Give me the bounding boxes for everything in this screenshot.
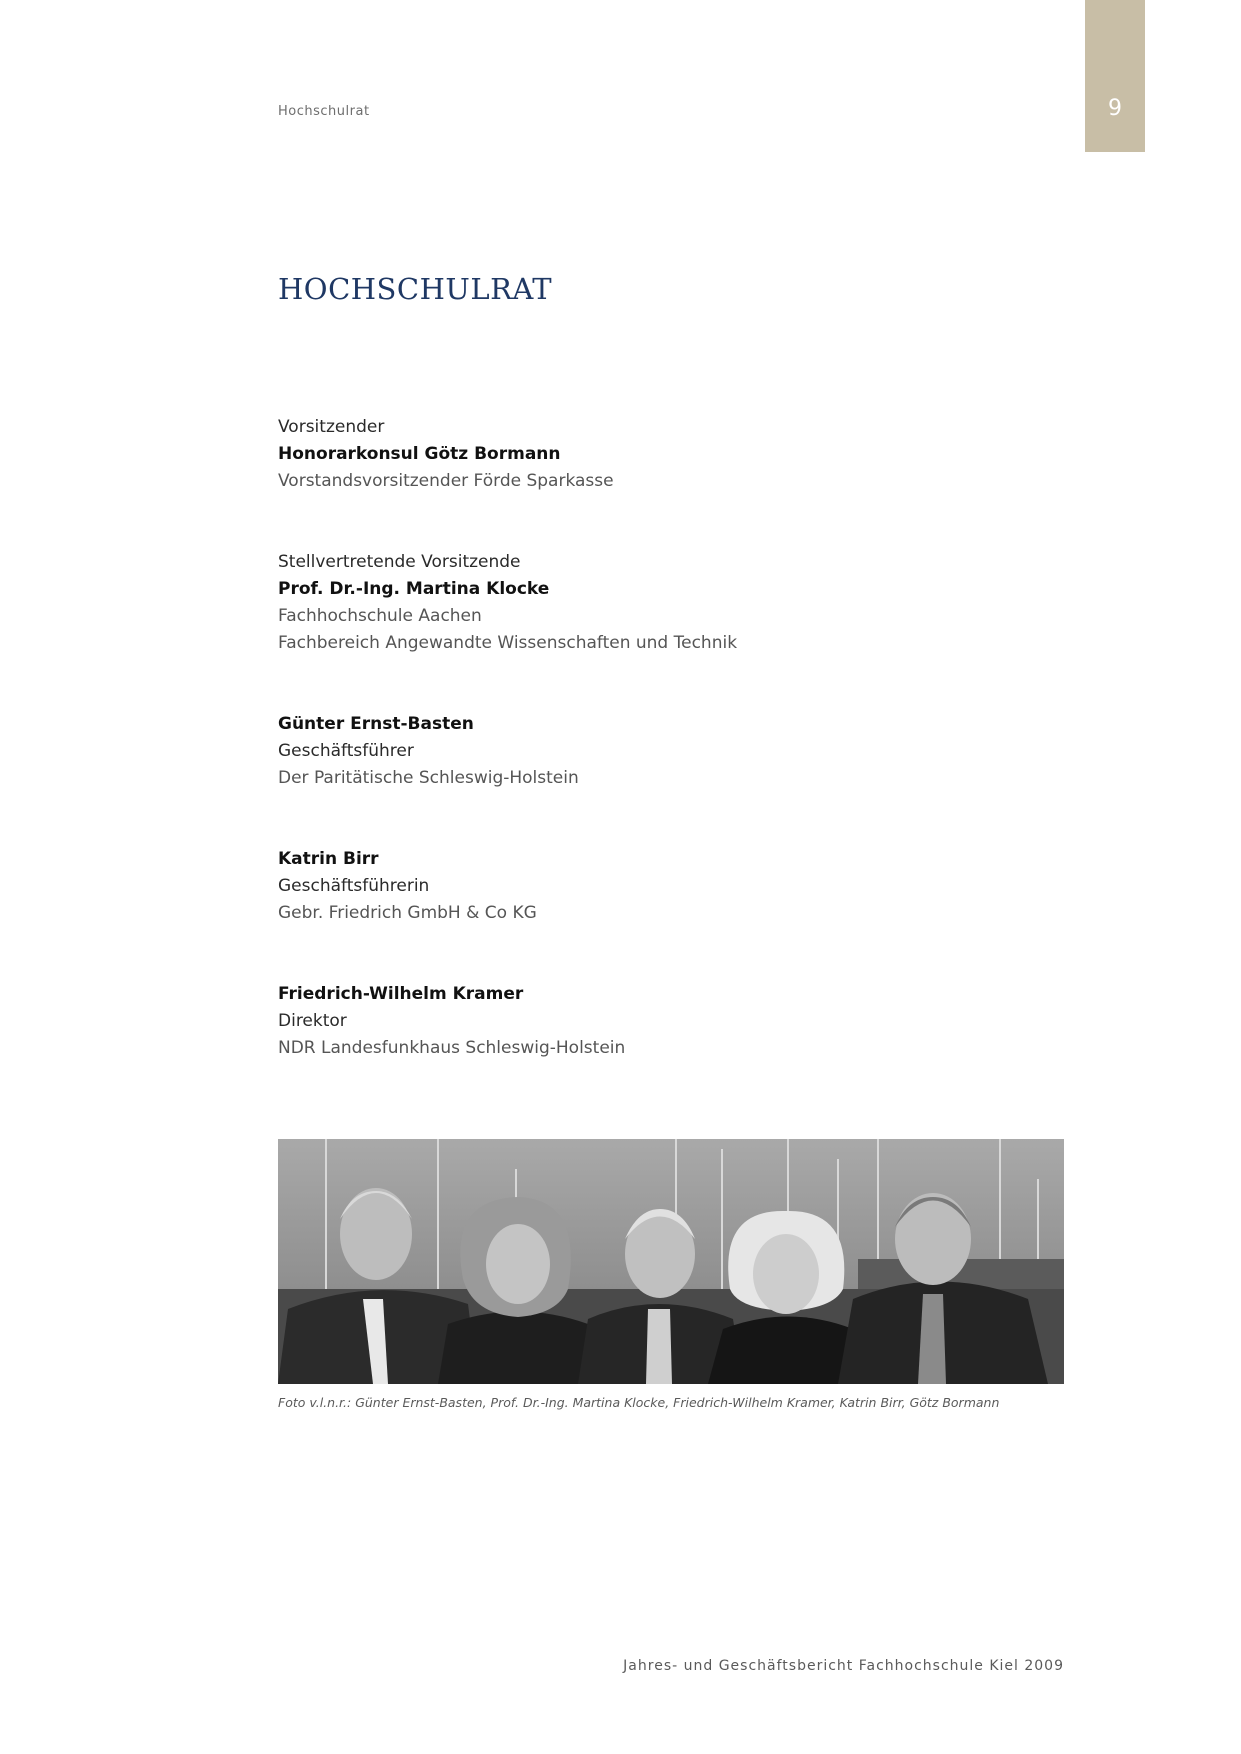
member-entry <box>278 711 1038 792</box>
member-position: Direktor <box>278 1011 347 1031</box>
member-position: Geschäftsführer <box>278 741 414 761</box>
member-name: Honorarkonsul Götz Bormann <box>278 444 561 464</box>
member-entry <box>278 846 1038 927</box>
member-affiliation: Der Paritätische Schleswig-Holstein <box>278 768 579 788</box>
member-entry <box>278 549 1038 657</box>
page-number: 9 <box>1108 96 1122 121</box>
member-position: Geschäftsführerin <box>278 876 430 896</box>
member-name: Friedrich-Wilhelm Kramer <box>278 984 524 1004</box>
member-affiliation: Fachbereich Angewandte Wissenschaften und Technik <box>278 633 738 653</box>
member-affiliation: Fachhochschule Aachen <box>278 606 482 626</box>
member-name: Günter Ernst-Basten <box>278 714 474 734</box>
running-head: Hochschulrat <box>278 104 370 119</box>
member-role: Vorsitzender <box>278 417 385 437</box>
page-number-tab <box>1085 0 1145 152</box>
member-affiliation: Vorstandsvorsitzender Förde Sparkasse <box>278 471 614 491</box>
member-entry <box>278 414 1038 495</box>
member-affiliation: NDR Landesfunkhaus Schleswig-Holstein <box>278 1038 626 1058</box>
page-footer: Jahres- und Geschäftsbericht Fachhochschule Kiel 2009 <box>623 1658 1064 1674</box>
member-name: Katrin Birr <box>278 849 379 869</box>
member-role: Stellvertretende Vorsitzende <box>278 552 521 572</box>
page-title: HOCHSCHULRAT <box>278 272 553 306</box>
member-entry <box>278 981 1038 1062</box>
member-affiliation: Gebr. Friedrich GmbH & Co KG <box>278 903 537 923</box>
member-name: Prof. Dr.-Ing. Martina Klocke <box>278 579 550 599</box>
photo-caption: Foto v.l.n.r.: Günter Ernst-Basten, Prof. Dr.-Ing. Martina Klocke, Friedrich-Wilhelm Kramer, Katrin Birr, Götz Bormann <box>278 1395 1000 1410</box>
group-photo <box>278 1139 1064 1384</box>
member-list <box>278 414 1038 1116</box>
